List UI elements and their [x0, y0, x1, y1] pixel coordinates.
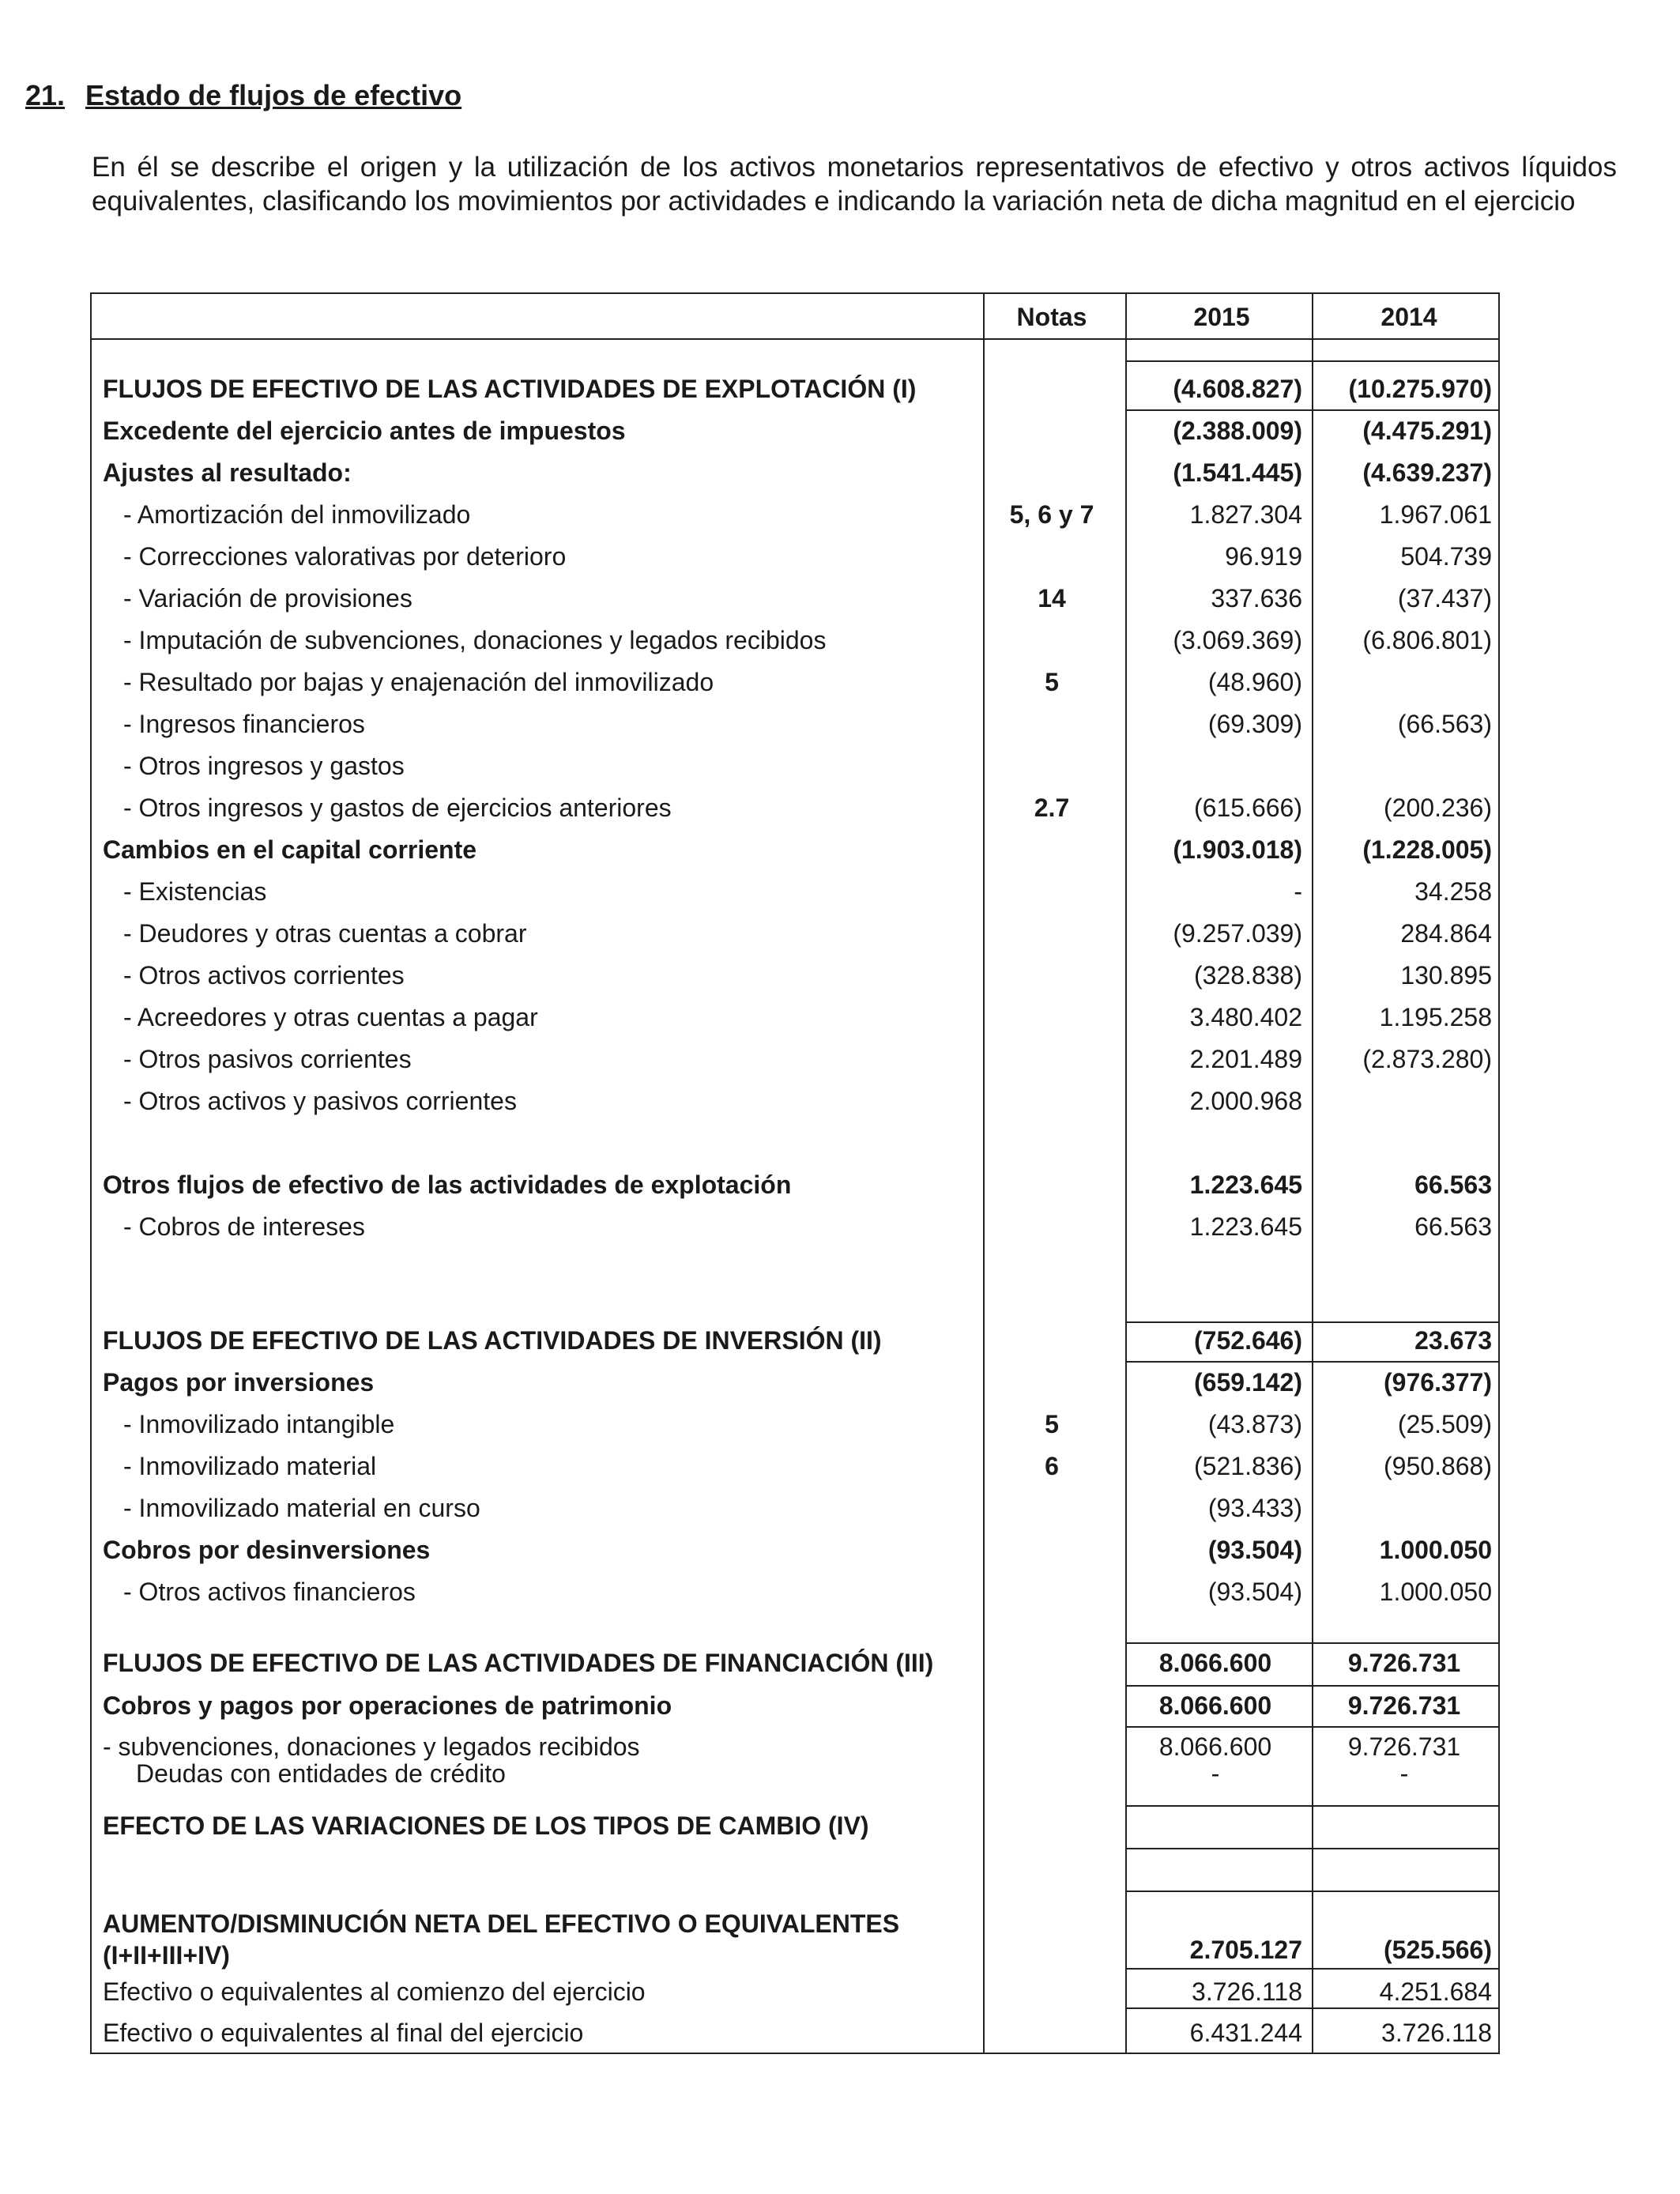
row-cobros-desinversiones: Cobros por desinversiones (93.504) 1.000.050 — [103, 1536, 1492, 1564]
row-flujos-explotacion: FLUJOS DE EFECTIVO DE LAS ACTIVIDADES DE EXPLOTACIÓN (I) (4.608.827) (10.275.970) — [103, 375, 1492, 403]
row-subvenciones-recibidas: - subvenciones, donaciones y legados recibidos 8.066.600 9.726.731 — [103, 1732, 1461, 1761]
row-amortizacion: - Amortización del inmovilizado 5, 6 y 7 1.827.304 1.967.061 — [123, 500, 1492, 529]
row-ajustes: Ajustes al resultado: (1.541.445) (4.639.237) — [103, 458, 1492, 487]
row-intangible: - Inmovilizado intangible 5 (43.873) (25.509) — [123, 1410, 1492, 1438]
section-title: Estado de flujos de efectivo — [85, 79, 462, 111]
header-2015: 2015 — [1193, 303, 1250, 331]
row-flujos-financiacion: FLUJOS DE EFECTIVO DE LAS ACTIVIDADES DE FINANCIACIÓN (III) 8.066.600 9.726.731 — [103, 1649, 1461, 1677]
row-efectivo-final: Efectivo o equivalentes al final del ejercicio 6.431.244 3.726.118 — [103, 2019, 1492, 2047]
row-otros-pasivos: - Otros pasivos corrientes 2.201.489 (2.873.280) — [123, 1045, 1492, 1073]
row-acreedores: - Acreedores y otras cuentas a pagar 3.480.402 1.195.258 — [123, 1003, 1492, 1031]
box-cambio-mid — [1125, 1848, 1498, 1849]
cash-flow-statement-table — [90, 292, 1500, 2054]
row-excedente: Excedente del ejercicio antes de impuestos (2.388.009) (4.475.291) — [103, 417, 1492, 445]
row-correcciones: - Correcciones valorativas por deterioro 96.919 504.739 — [123, 542, 1492, 571]
row-aumento-disminucion: AUMENTO/DISMINUCIÓN NETA DEL EFECTIVO O EQUIVALENTES (I+II+III+IV) 2.705.127 (525.566) — [103, 1909, 1492, 1970]
row-cambios-capital: Cambios en el capital corriente (1.903.018) (1.228.005) — [103, 835, 1492, 864]
section-number: 21. — [25, 79, 66, 111]
row-otros-ingresos: - Otros ingresos y gastos — [123, 752, 405, 780]
box-cambio-bottom — [1125, 1891, 1498, 1892]
header-2014: 2014 — [1381, 303, 1437, 331]
row-imputacion: - Imputación de subvenciones, donaciones y legados recibidos (3.069.369) (6.806.801) — [123, 626, 1492, 654]
row-existencias: - Existencias - 34.258 — [123, 877, 1492, 906]
box-line-top — [1125, 360, 1498, 362]
row-provisiones: - Variación de provisiones 14 337.636 (37.437) — [123, 584, 1492, 613]
intro-paragraph: En él se describe el origen y la utilización de los activos monetarios representativos de efectivo y otros activos líquidos equivalentes, clasificando los movimientos por actividades e indicando la variación neta de dicha magnitud en el ejercicio — [92, 152, 1617, 217]
row-ejercicios-anteriores: - Otros ingresos y gastos de ejercicios anteriores 2.7 (615.666) (200.236) — [123, 794, 1492, 822]
row-operaciones-patrimonio: Cobros y pagos por operaciones de patrimonio 8.066.600 9.726.731 — [103, 1691, 1461, 1720]
row-material-curso: - Inmovilizado material en curso (93.433) — [123, 1494, 1302, 1522]
row-otros-activos-financieros: - Otros activos financieros (93.504) 1.000.050 — [123, 1578, 1492, 1606]
row-efectivo-comienzo: Efectivo o equivalentes al comienzo del ejercicio 3.726.118 4.251.684 — [103, 1977, 1492, 2006]
header-divider — [92, 338, 1498, 340]
row-material: - Inmovilizado material 6 (521.836) (950.868) — [123, 1452, 1492, 1480]
row-bajas: - Resultado por bajas y enajenación del inmovilizado 5 (48.960) — [123, 668, 1302, 696]
row-efecto-tipos-cambio: EFECTO DE LAS VARIACIONES DE LOS TIPOS DE CAMBIO (IV) — [103, 1811, 869, 1840]
row-deudas-credito: Deudas con entidades de crédito - - — [136, 1759, 1409, 1788]
row-ingresos-financieros: - Ingresos financieros (69.309) (66.563) — [123, 710, 1492, 738]
row-otros-flujos: Otros flujos de efectivo de las actividades de explotación 1.223.645 66.563 — [103, 1171, 1492, 1199]
row-flujos-inversion: FLUJOS DE EFECTIVO DE LAS ACTIVIDADES DE INVERSIÓN (II) (752.646) 23.673 — [103, 1326, 1492, 1355]
row-deudores: - Deudores y otras cuentas a cobrar (9.257.039) 284.864 — [123, 919, 1492, 948]
row-otros-activos-corrientes: - Otros activos corrientes (328.838) 130.895 — [123, 961, 1492, 990]
row-otros-activos-pasivos: - Otros activos y pasivos corrientes 2.000.968 — [123, 1087, 1302, 1115]
header-notas: Notas — [1016, 303, 1087, 331]
row-cobros-intereses: - Cobros de intereses 1.223.645 66.563 — [123, 1212, 1492, 1241]
row-pagos-inversiones: Pagos por inversiones (659.142) (976.377) — [103, 1368, 1492, 1397]
section-heading — [25, 79, 461, 112]
